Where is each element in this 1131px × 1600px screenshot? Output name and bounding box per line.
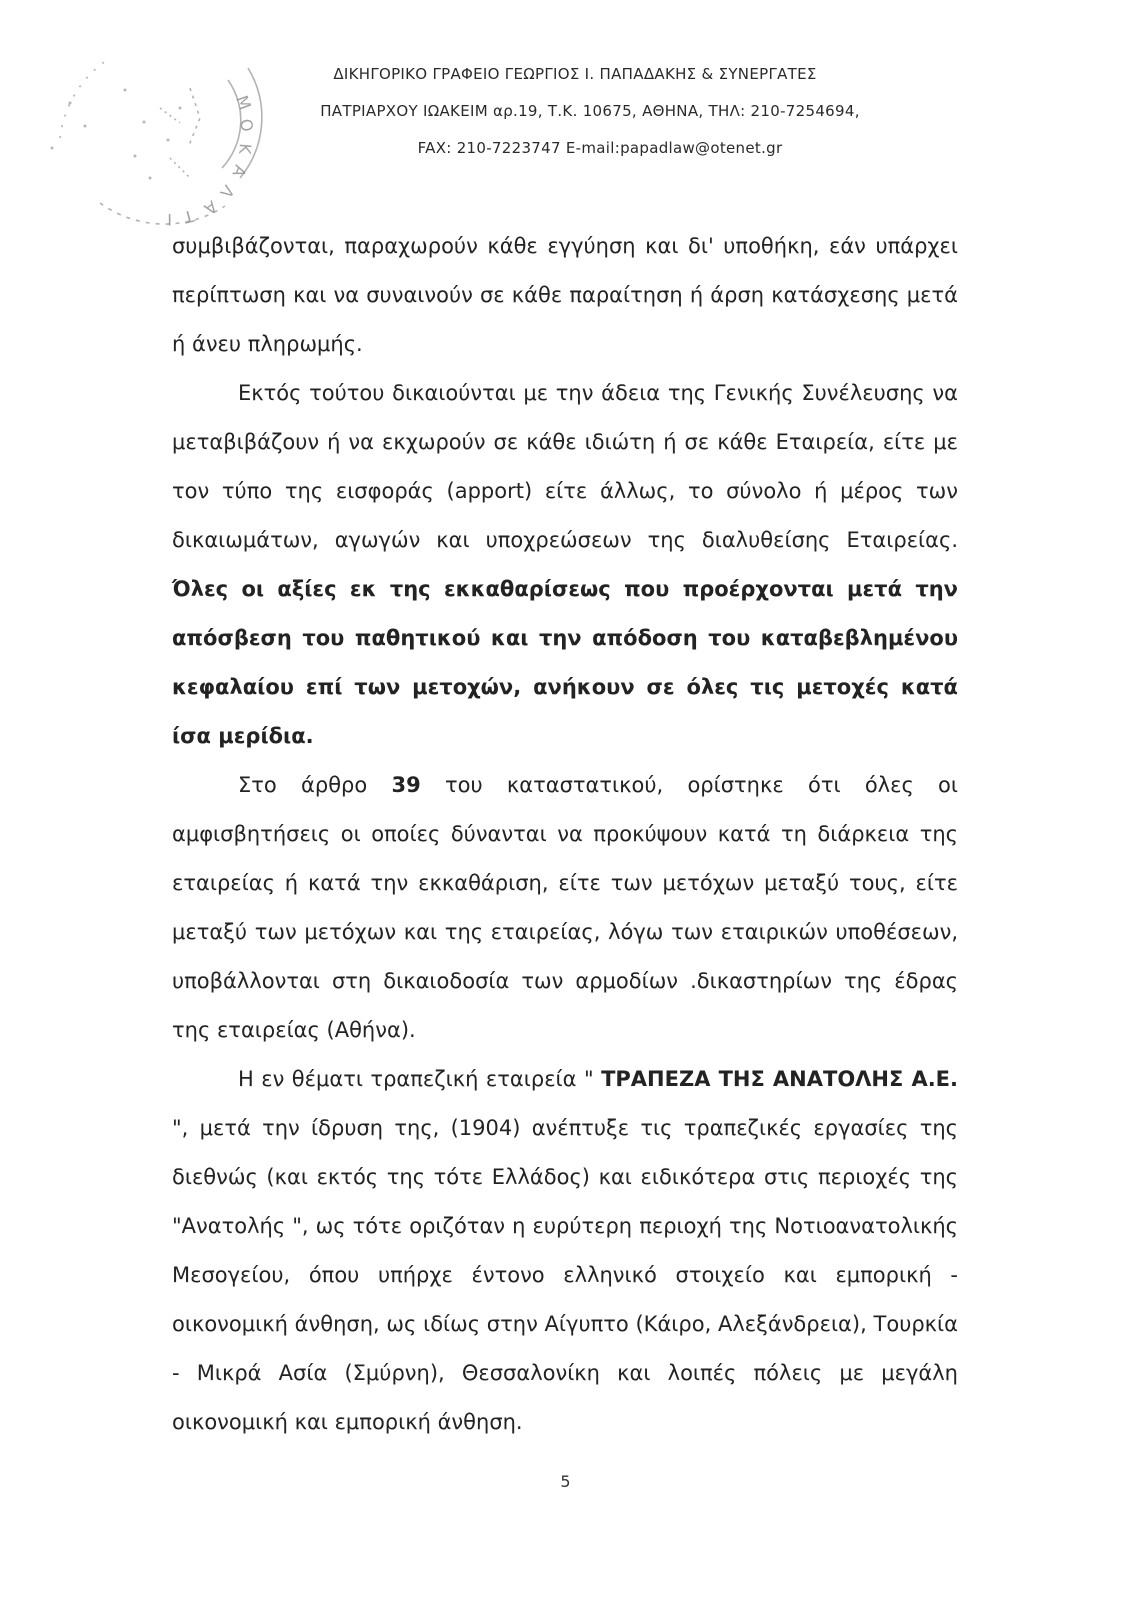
paragraph-1: συμβιβάζονται, παραχωρούν κάθε εγγύηση και δι' υποθήκη, εάν υπάρχει περίπτωση και να συναινούν σε κάθε παραίτηση ή άρση κατάσχεσης μετά ή άνευ πληρωμής. <box>172 234 958 356</box>
article-number: 39 <box>391 773 421 797</box>
svg-text:Α: Α <box>228 162 251 180</box>
page-number: 5 <box>560 1472 571 1491</box>
paragraph-4 <box>172 1055 958 1447</box>
paragraph-3 <box>172 761 958 1055</box>
paragraph-4-text: ", μετά την ίδρυση της, (1904) ανέπτυξε τις τραπεζικές εργασίες της διεθνώς (και εκτός της τότε Ελλάδος) και ειδικότερα στις περιοχές της "Ανατολής ", ως τότε οριζόταν η ευρύτερη περιοχή της Νοτιοανατολικής Μεσογείου, όπου υπήρχε έντονο ελληνικό στοιχείο και εμπορική - οικονομική άνθηση, ως ιδίως στην Αίγυπτο (Κάιρο, Αλεξάνδρεια), Τουρκία - Μικρά Ασία (Σμύρνη), Θεσσαλονίκη και λοιπές πόλεις με μεγάλη οικονομική και εμπορική άνθηση. <box>172 1116 958 1434</box>
document-body <box>172 222 958 1447</box>
bank-name: ΤΡΑΠΕΖΑ ΤΗΣ ΑΝΑΤΟΛΗΣ Α.Ε. <box>601 1067 958 1091</box>
svg-text:Κ: Κ <box>235 142 255 155</box>
paragraph-3-lead: Στο άρθρο <box>238 773 392 797</box>
letterhead-contact: FAX: 210-7223747 E-mail:papadlaw@otenet.gr <box>417 139 783 157</box>
paragraph-2-text: Εκτός τούτου δικαιούνται με την άδεια της Γενικής Συνέλευσης να μεταβιβάζουν ή να εκχωρούν σε κάθε ιδιώτη ή σε κάθε Εταιρεία, είτε με τον τύπο της εισφοράς (apport) είτε άλλως, το σύνολο ή μέρος των δικαιωμάτων, αγωγών και υποχρεώσεων της διαλυθείσης Εταιρείας. <box>172 381 958 552</box>
paragraph-2-bold-text: Όλες οι αξίες εκ της εκκαθαρίσεως που προέρχονται μετά την απόσβεση του παθητικού και την απόδοση του καταβεβλημένου κεφαλαίου επί των μετοχών, ανήκουν σε όλες τις μετοχές κατά ίσα μερίδια. <box>172 577 958 748</box>
paragraph-4-lead: Η εν θέματι τραπεζική εταιρεία " <box>238 1067 602 1091</box>
svg-text:Ι: Ι <box>167 210 172 229</box>
law-office-stamp <box>40 28 270 229</box>
svg-text:Τ: Τ <box>181 206 196 228</box>
letterhead-address: ΠΑΤΡΙΑΡΧΟΥ ΙΩΑΚΕΙΜ αρ.19, Τ.Κ. 10675, ΑΘΗΝΑ, ΤΗΛ: 210-7254694, <box>320 102 860 120</box>
svg-text:Λ: Λ <box>216 181 239 202</box>
svg-text:Α: Α <box>200 196 221 219</box>
paragraph-2 <box>172 369 958 761</box>
letterhead-firm-name: ΔΙΚΗΓΟΡΙΚΟ ΓΡΑΦΕΙΟ ΓΕΩΡΓΙΟΣ Ι. ΠΑΠΑΔΑΚΗΣ & ΣΥΝΕΡΓΑΤΕΣ <box>333 65 817 83</box>
letterhead <box>260 64 900 175</box>
svg-text:Ο: Ο <box>236 117 257 134</box>
svg-text:Μ: Μ <box>232 92 255 113</box>
paragraph-3-text: του καταστατικού, ορίστηκε ότι όλες οι αμφισβητήσεις οι οποίες δύνανται να προκύψουν κατά τη διάρκεια της εταιρείας ή κατά την εκκαθάριση, είτε των μετόχων μεταξύ τους, είτε μεταξύ των μετόχων και της εταιρείας, λόγω των εταιρικών υποθέσεων, υποβάλλονται στη δικαιοδοσία των αρμοδίων .δικαστηρίων της έδρας της εταιρείας (Αθήνα). <box>172 773 958 1042</box>
